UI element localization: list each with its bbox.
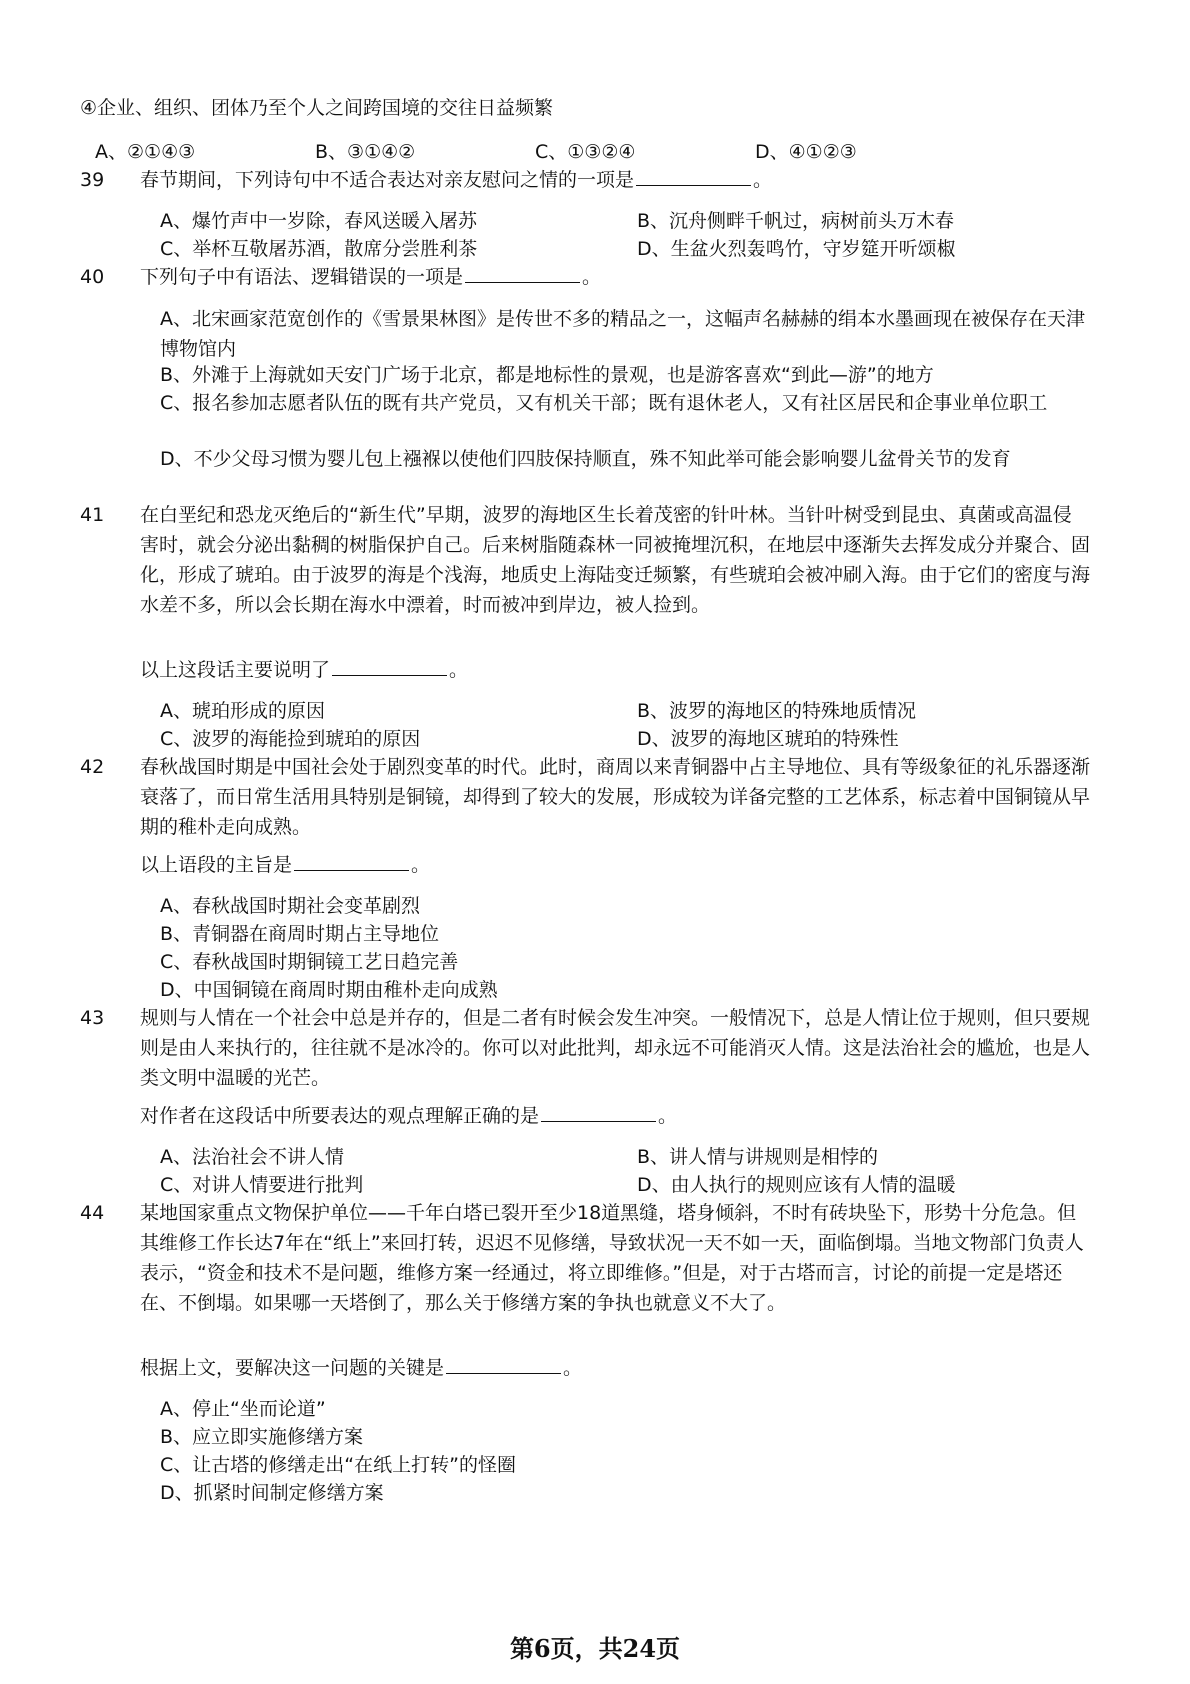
q43-option-c: C、对讲人情要进行批判	[160, 1174, 364, 1196]
question-prompt	[140, 655, 1090, 685]
q39-option-c: C、举杯互敬屠苏酒，散席分尝胜利茶	[160, 238, 478, 260]
question-text: 根据上文，要解决这一问题的关键是	[140, 1357, 445, 1379]
answer-blank	[465, 262, 580, 283]
stem-end: 。	[658, 1105, 678, 1127]
q42-option-b: B、青铜器在商周时期占主导地位	[160, 923, 440, 945]
question-passage: 规则与人情在一个社会中总是并存的，但是二者有时候会发生冲突。一般情况下，总是人情让位于规则，但只要规则是由人来执行的，往往就不是冰冷的。你可以对此批判，却永远不可能消灭人情。这是法治社会的尴尬，也是人类文明中温暖的光芒。	[140, 1007, 1091, 1089]
question-number: 41	[80, 504, 105, 526]
question-passage: 在白垩纪和恐龙灭绝后的“新生代”早期，波罗的海地区生长着茂密的针叶林。当针叶树受到昆虫、真菌或高温侵害时，就会分泌出黏稠的树脂保护自己。后来树脂随森林一同被掩埋沉积，在地层中逐渐失去挥发成分并聚合、固化，形成了琥珀。由于波罗的海是个浅海，地质史上海陆变迁频繁，有些琥珀会被冲刷入海。由于它们的密度与海水差不多，所以会长期在海水中漂着，时而被冲到岸边，被人捡到。	[140, 504, 1091, 616]
question-text: 以上这段话主要说明了	[140, 659, 331, 681]
q43-option-a: A、法治社会不讲人情	[160, 1146, 344, 1168]
answer-blank	[636, 165, 751, 186]
q39-option-d: D、生盆火烈轰鸣竹，守岁筵开听颂椒	[637, 238, 956, 260]
q41-option-d: D、波罗的海地区琥珀的特殊性	[637, 728, 899, 750]
question-stem	[140, 165, 1090, 195]
question-number: 42	[80, 756, 105, 778]
q40-option-d: D、不少父母习惯为婴儿包上襁褓以使他们四肢保持顺直，殊不知此举可能会影响婴儿盆骨关节的发育	[160, 448, 1011, 470]
question-text: 下列句子中有语法、逻辑错误的一项是	[140, 266, 464, 288]
q40-option-a: A、北宋画家范宽创作的《雪景果林图》是传世不多的精品之一，这幅声名赫赫的绢本水墨画现在被保存在天津博物馆内	[160, 308, 1086, 360]
stem-end: 。	[753, 169, 773, 191]
q42-option-d: D、中国铜镜在商周时期由稚朴走向成熟	[160, 979, 498, 1001]
answer-blank	[541, 1101, 656, 1122]
stem-end: 。	[411, 854, 431, 876]
q44-option-b: B、应立即实施修缮方案	[160, 1426, 364, 1448]
answer-blank	[446, 1353, 561, 1374]
question-passage: 某地国家重点文物保护单位——千年白塔已裂开至少18道黑缝，塔身倾斜，不时有砖块坠下，形势十分危急。但其维修工作长达7年在“纸上”来回打转，迟迟不见修缮，导致状况一天不如一天，面临倒塌。当地文物部门负责人表示，“资金和技术不是问题，维修方案一经通过，将立即维修。”但是，对于古塔而言，讨论的前提一定是塔还在、不倒塌。如果哪一天塔倒了，那么关于修缮方案的争执也就意义不大了。	[140, 1202, 1084, 1314]
question-prompt	[140, 1353, 1090, 1383]
question-number: 43	[80, 1007, 105, 1029]
stem-end: 。	[449, 659, 469, 681]
question-number: 40	[80, 266, 105, 288]
page-footer: 第6页，共24页	[509, 1634, 681, 1663]
answer-blank	[332, 655, 447, 676]
q39-option-b: B、沉舟侧畔千帆过，病树前头万木春	[637, 210, 955, 232]
q43-option-b: B、讲人情与讲规则是相悖的	[637, 1146, 879, 1168]
q38-item-4: ④企业、组织、团体乃至个人之间跨国境的交往日益频繁	[80, 97, 554, 119]
answer-blank	[294, 850, 409, 871]
question-text: 对作者在这段话中所要表达的观点理解正确的是	[140, 1105, 540, 1127]
q41-option-a: A、琥珀形成的原因	[160, 700, 325, 722]
question-number: 44	[80, 1202, 105, 1224]
question-text: 春节期间，下列诗句中不适合表达对亲友慰问之情的一项是	[140, 169, 635, 191]
question-text: 以上语段的主旨是	[140, 854, 293, 876]
q42-option-c: C、春秋战国时期铜镜工艺日趋完善	[160, 951, 459, 973]
q40-option-c: C、报名参加志愿者队伍的既有共产党员，又有机关干部；既有退休老人，又有社区居民和企事业单位职工	[160, 392, 1048, 414]
q44-option-a: A、停止“坐而论道”	[160, 1398, 326, 1420]
question-stem	[140, 262, 1090, 292]
stem-end: 。	[563, 1357, 583, 1379]
q38-option-d: D、④①②③	[755, 141, 857, 163]
q43-option-d: D、由人执行的规则应该有人情的温暖	[637, 1174, 956, 1196]
question-prompt	[140, 1101, 1090, 1131]
question-passage: 春秋战国时期是中国社会处于剧烈变革的时代。此时，商周以来青铜器中占主导地位、具有等级象征的礼乐器逐渐衰落了，而日常生活用具特别是铜镜，却得到了较大的发展，形成较为详备完整的工艺体系，标志着中国铜镜从早期的稚朴走向成熟。	[140, 756, 1091, 838]
q38-option-a: A、②①④③	[95, 141, 196, 163]
q41-option-b: B、波罗的海地区的特殊地质情况	[637, 700, 917, 722]
stem-end: 。	[582, 266, 602, 288]
q38-option-b: B、③①④②	[315, 141, 416, 163]
q38-option-c: C、①③②④	[535, 141, 636, 163]
q44-option-c: C、让古塔的修缮走出“在纸上打转”的怪圈	[160, 1454, 516, 1476]
q42-option-a: A、春秋战国时期社会变革剧烈	[160, 895, 420, 917]
question-prompt	[140, 850, 1090, 880]
q41-option-c: C、波罗的海能捡到琥珀的原因	[160, 728, 421, 750]
q40-option-b: B、外滩于上海就如天安门广场于北京，都是地标性的景观，也是游客喜欢“到此—游”的地方	[160, 364, 934, 386]
q44-option-d: D、抓紧时间制定修缮方案	[160, 1482, 384, 1504]
question-number: 39	[80, 169, 105, 191]
q39-option-a: A、爆竹声中一岁除，春风送暖入屠苏	[160, 210, 477, 232]
